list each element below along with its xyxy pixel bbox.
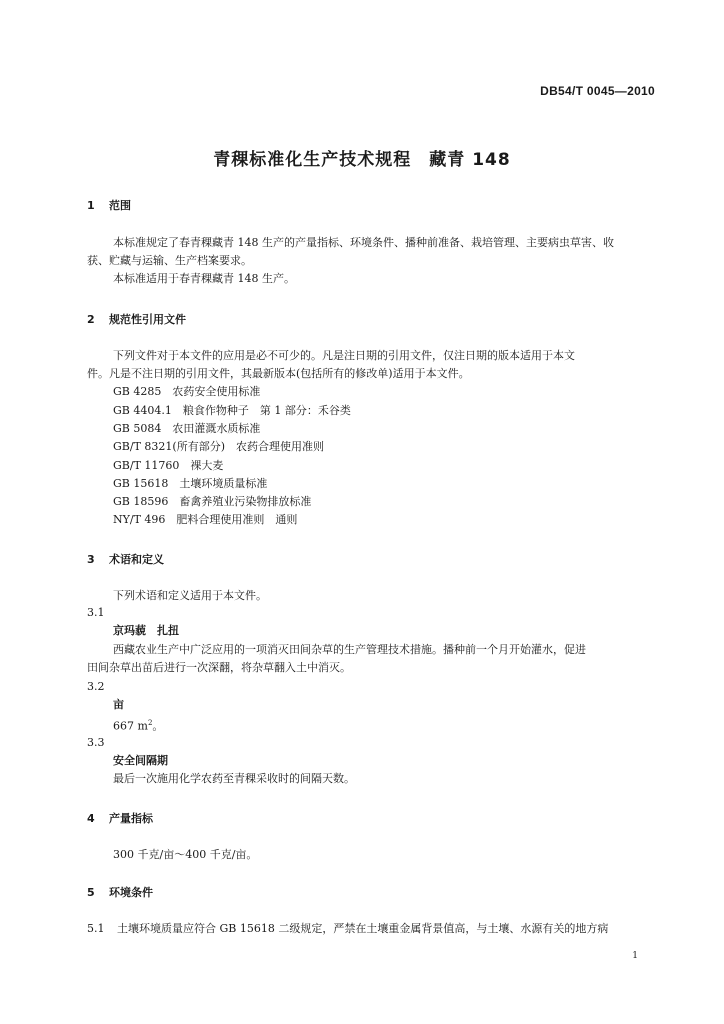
section-title: 范围 — [109, 199, 131, 212]
reference-item: GB 18596 畜禽养殖业污染物排放标准 — [113, 495, 312, 508]
paragraph-line: 本标准规定了春青稞藏青 148 生产的产量指标、环境条件、播种前准备、栽培管理、主要病虫草害、收 — [113, 236, 614, 249]
subsection-number: 5.1 — [87, 922, 105, 935]
term-number: 3.3 — [87, 736, 105, 749]
section-title: 术语和定义 — [109, 553, 164, 566]
reference-item: NY/T 496 肥料合理使用准则 通则 — [113, 513, 298, 526]
reference-item: GB 4285 农药安全使用标准 — [113, 385, 261, 398]
paragraph-text: 土壤环境质量应符合 GB 15618 二级规定，严禁在土壤重金属背景值高，与土壤、水源有关的地方病 — [117, 922, 609, 935]
reference-item: GB 15618 土壤环境质量标准 — [113, 477, 268, 490]
superscript: 2 — [147, 719, 153, 727]
section-2-heading — [87, 311, 186, 327]
section-number: 4 — [87, 812, 95, 825]
term-title: 京玛藐 扎扭 — [113, 624, 179, 637]
paragraph-line: 西藏农业生产中广泛应用的一项消灭田间杂草的生产管理技术措施。播种前一个月开始灌水，促进 — [113, 643, 586, 656]
term-number: 3.2 — [87, 680, 105, 693]
reference-item: GB 4404.1 粮食作物种子 第 1 部分：禾谷类 — [113, 404, 351, 417]
paragraph-line: 下列术语和定义适用于本文件。 — [113, 589, 267, 602]
section-title: 产量指标 — [109, 812, 153, 825]
subsection-line — [87, 922, 608, 936]
section-title: 环境条件 — [109, 886, 153, 899]
section-number: 1 — [87, 199, 95, 212]
paragraph-line: 本标准适用于春青稞藏青 148 生产。 — [113, 272, 295, 285]
page-number: 1 — [632, 951, 638, 961]
section-title: 规范性引用文件 — [109, 313, 186, 326]
unit-text: 667 m — [113, 719, 148, 733]
page-title: 青稞标准化生产技术规程 藏青 148 — [213, 150, 511, 170]
section-number: 5 — [87, 886, 95, 899]
document-code: DB54/T 0045—2010 — [540, 84, 655, 98]
term-title: 安全间隔期 — [113, 754, 168, 767]
paragraph-line: 获、贮藏与运输、生产档案要求。 — [87, 254, 252, 267]
section-number: 3 — [87, 553, 95, 566]
reference-item: GB 5084 农田灌溉水质标准 — [113, 422, 261, 435]
paragraph-line: 最后一次施用化学农药至青稞采收时的间隔天数。 — [113, 772, 355, 785]
reference-item: GB/T 11760 裸大麦 — [113, 459, 224, 472]
paragraph-line: 300 千克/亩～400 千克/亩。 — [113, 848, 258, 861]
section-number: 2 — [87, 313, 95, 326]
punctuation: 。 — [152, 719, 164, 733]
paragraph-line: 件。凡是不注日期的引用文件，其最新版本(包括所有的修改单)适用于本文件。 — [87, 367, 470, 380]
section-3-heading — [87, 551, 164, 567]
term-title: 亩 — [113, 698, 124, 711]
paragraph-line: 下列文件对于本文件的应用是必不可少的。凡是注日期的引用文件，仅注日期的版本适用于本文 — [113, 349, 575, 362]
term-number: 3.1 — [87, 606, 105, 619]
reference-item: GB/T 8321(所有部分) 农药合理使用准则 — [113, 440, 324, 453]
paragraph-line: 田间杂草出苗后进行一次深翻，将杂草翻入土中消灭。 — [87, 661, 351, 674]
section-5-heading — [87, 884, 153, 900]
section-1-heading — [87, 197, 131, 213]
section-4-heading — [87, 810, 153, 826]
term-definition — [113, 716, 163, 734]
